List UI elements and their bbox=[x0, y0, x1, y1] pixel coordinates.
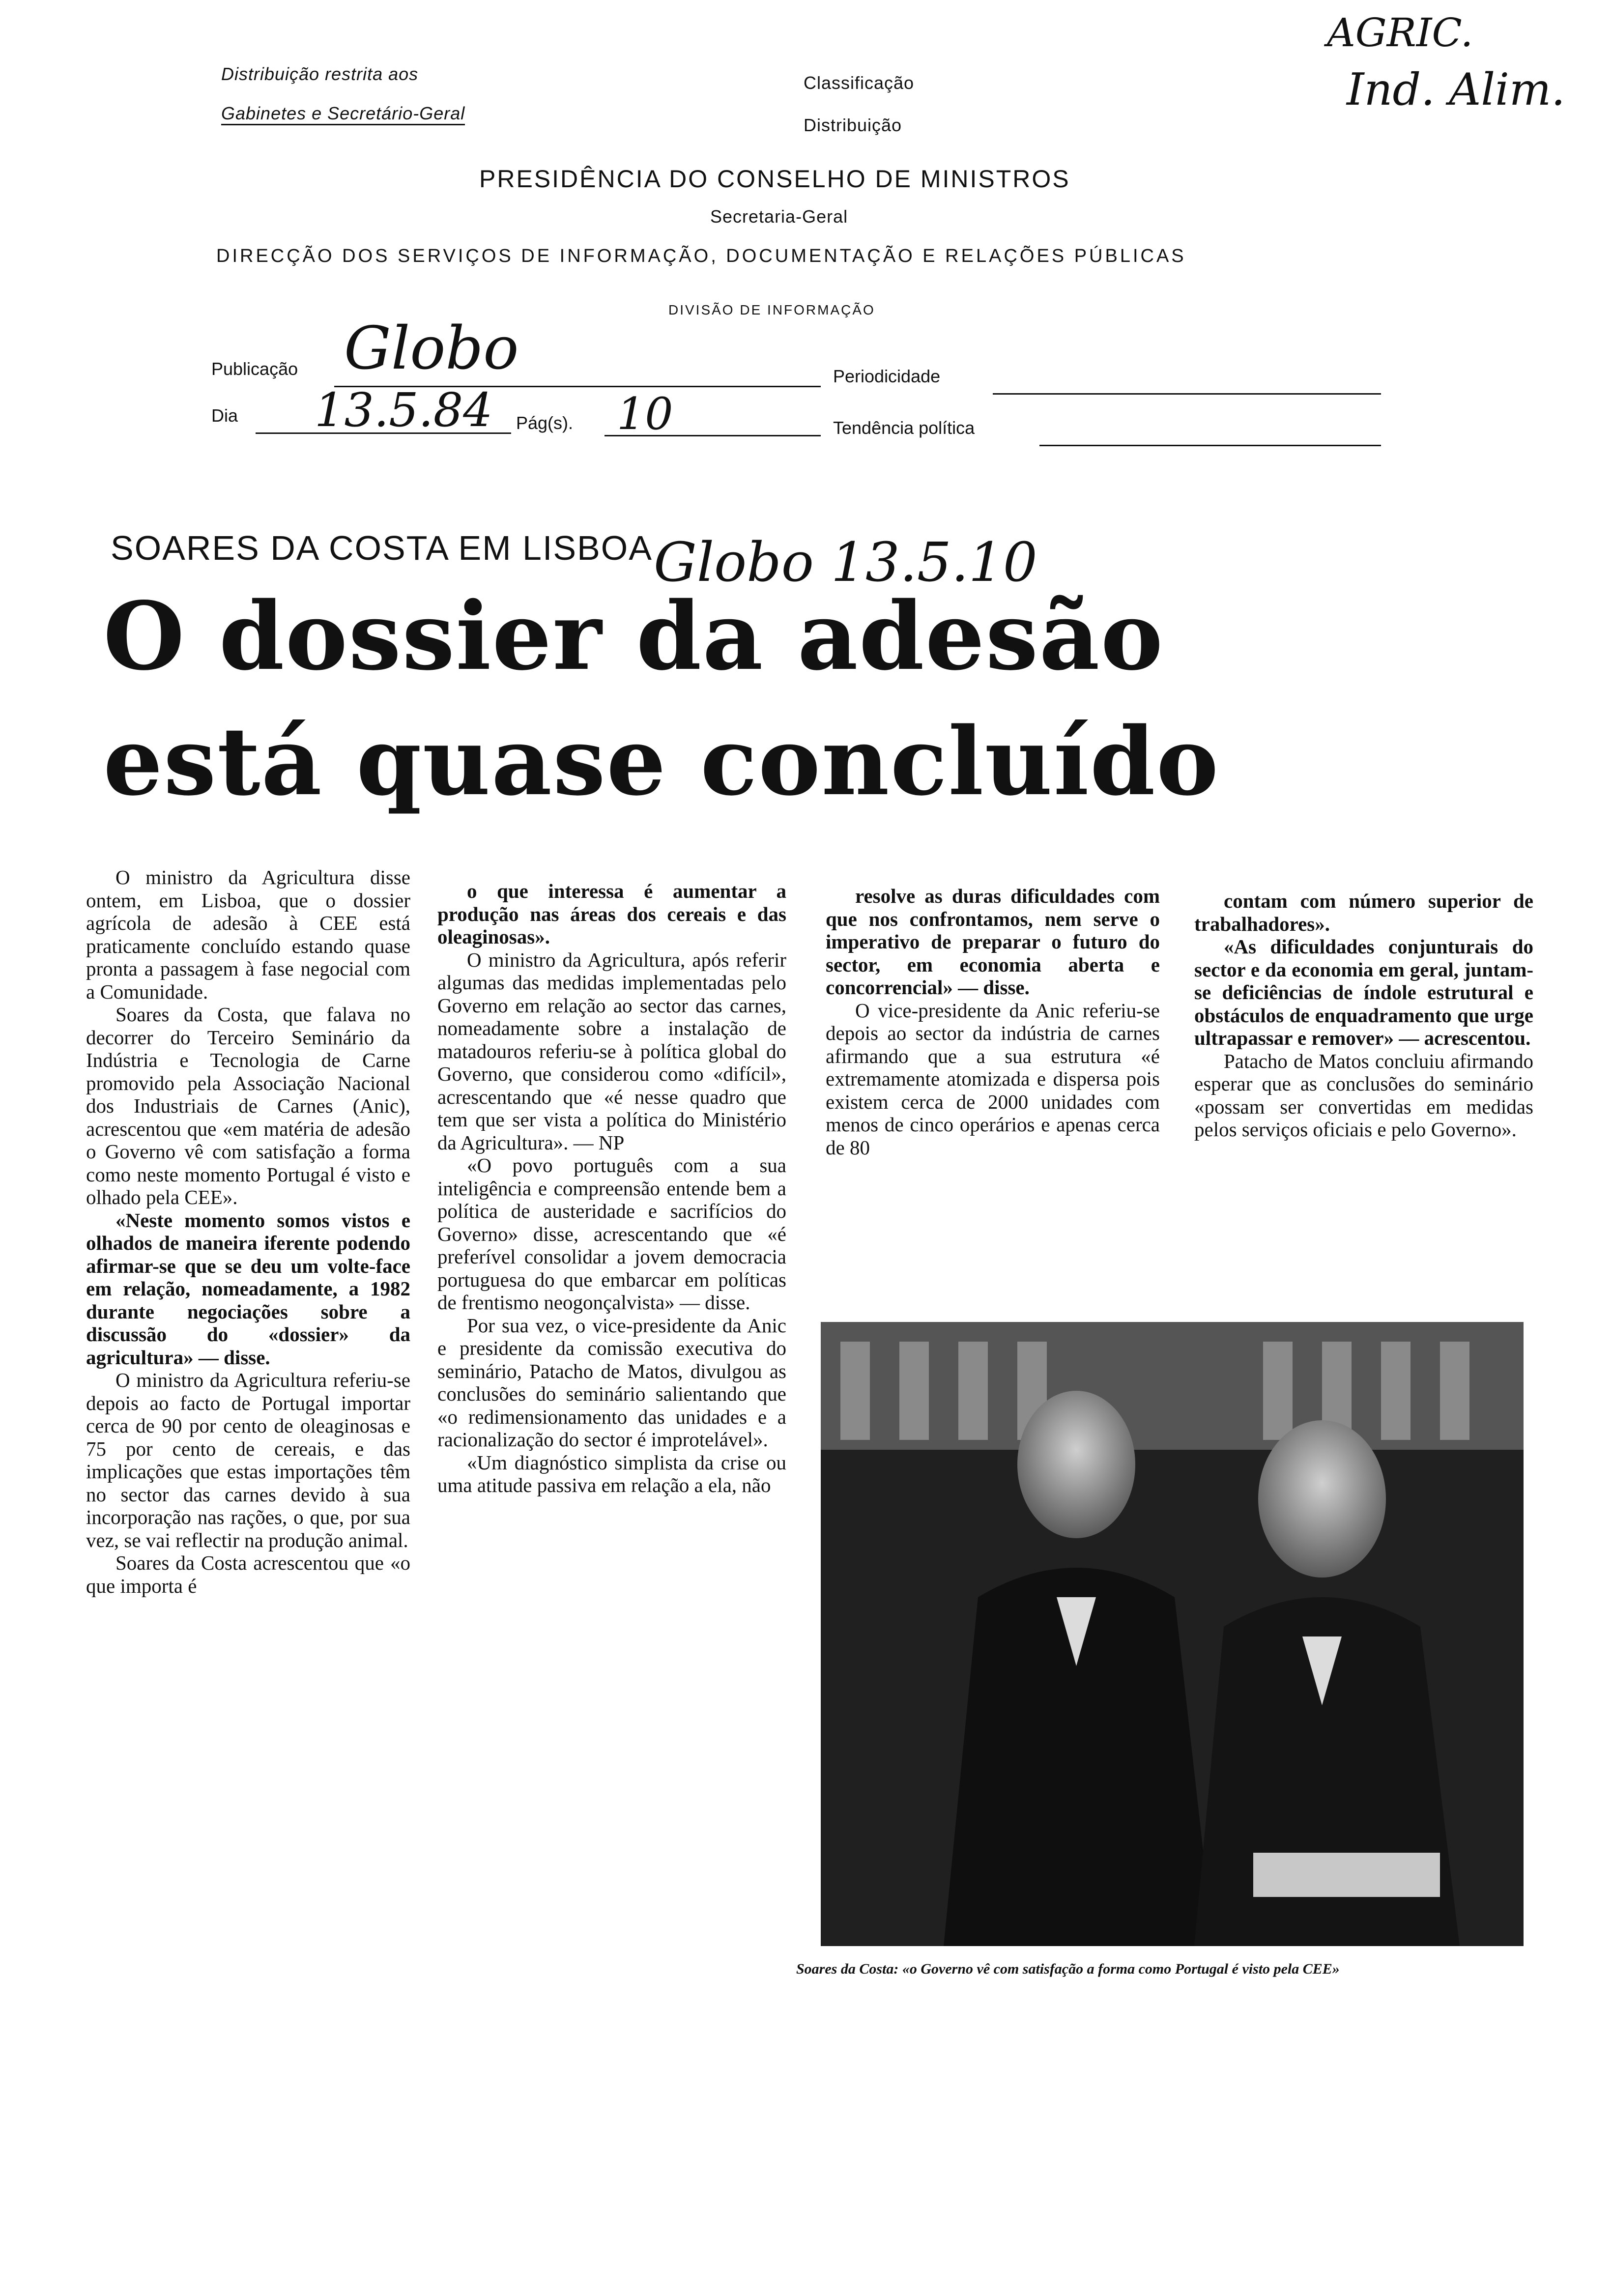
article-column-2 bbox=[437, 880, 786, 1990]
col3-paragraph-2: O vice-presidente da Anic referiu-se depois ao sector da indústria de carnes afirmando que a sua estrutura «é extremamente atomizada e dispersa pois existem cerca de 2000 unidades com menos de cinco operários e apenas cerca de 80 bbox=[826, 999, 1160, 1159]
archive-stamp: Globo 13.5.10 bbox=[654, 531, 1037, 594]
col2-paragraph-5: «Um diagnóstico simplista da crise ou uma atitude passiva em relação a ela, não bbox=[437, 1451, 786, 1496]
corner-note-2: Ind. Alim. bbox=[1347, 64, 1565, 115]
classification-label: Classificação bbox=[804, 73, 915, 93]
day-value: 13.5.84 bbox=[315, 383, 493, 437]
periodicity-label: Periodicidade bbox=[833, 366, 941, 386]
org-title: PRESIDÊNCIA DO CONSELHO DE MINISTROS bbox=[479, 165, 1070, 193]
col1-paragraph-2: Soares da Costa, que falava no decorrer do Terceiro Seminário da Indústria e Tecnologia de Carne promovido pela Associação Nacional dos Industriais de Carnes (Anic), acrescentou que «em matéria de adesão o Governo vê com satisfação a forma como neste momento Portugal é visto e olhado pela CEE». bbox=[86, 1003, 410, 1208]
pages-value: 10 bbox=[617, 388, 673, 440]
directorate: DIRECÇÃO DOS SERVIÇOS DE INFORMAÇÃO, DOCUMENTAÇÃO E RELAÇÕES PÚBLICAS bbox=[216, 246, 1186, 266]
col1-paragraph-4: O ministro da Agricultura referiu-se depois ao facto de Portugal importar cerca de 90 por cento de oleaginosas e 75 por cento de cereais, e das implicações que estas importações têm no sector das carnes devido à sua incorporação nas rações, o que, por sua vez, se vai reflectir na produção animal. bbox=[86, 1369, 410, 1551]
col4-paragraph-2: «As dificuldades conjunturais do sector e da economia em geral, juntam-se deficiências de índole estrutural e obstáculos de enquadramento que urge ultrapassar e remover» — acrescentou. bbox=[1194, 935, 1533, 1049]
col1-paragraph-3: «Neste momento somos vistos e olhados de maneira iferente podendo afirmar-se que se deu um volte-face em relação, nomeadamente, a 1982 durante negociações sobre a discussão do «dossier» da agricultura» — disse. bbox=[86, 1208, 410, 1369]
article-photo bbox=[821, 1322, 1524, 1946]
col1-paragraph-1: O ministro da Agricultura disse ontem, em Lisboa, que o dossier agrícola de adesão à CEE está praticamente concluído estando quase pronta a passagem à fase negocial com a Comunidade. bbox=[86, 866, 410, 1003]
col3-paragraph-1: resolve as duras dificuldades com que nos confrontamos, nem serve o imperativo de preparar o futuro do sector, em economia aberta e concorrencial» — disse. bbox=[826, 885, 1160, 999]
col2-paragraph-1: o que interessa é aumentar a produção nas áreas dos cereais e das oleaginosas». bbox=[437, 880, 786, 948]
corner-note-1: AGRIC. bbox=[1327, 10, 1473, 56]
col4-paragraph-1: contam com número superior de trabalhadores». bbox=[1194, 890, 1533, 935]
publication-value: Globo bbox=[344, 315, 519, 383]
headline-line-1: O dossier da adesão bbox=[103, 581, 1164, 691]
division: DIVISÃO DE INFORMAÇÃO bbox=[668, 302, 875, 317]
distribution-line-1: Distribuição restrita aos bbox=[221, 64, 419, 84]
pages-label: Pág(s). bbox=[516, 413, 574, 433]
article-column-1 bbox=[86, 866, 410, 1991]
article-kicker: SOARES DA COSTA EM LISBOA bbox=[111, 529, 653, 567]
tendency-line bbox=[1039, 445, 1381, 446]
distribution-label: Distribuição bbox=[804, 115, 902, 135]
day-line bbox=[256, 432, 511, 434]
pages-line bbox=[604, 435, 821, 436]
col2-paragraph-3: «O povo português com a sua inteligência e compreensão entende bem a política de austeridade e sacrifícios do Governo» disse, acrescentando que «é preferível consolidar a jovem democracia portuguesa do que embarcar em políticas de frentismo neogonçalvista» — disse. bbox=[437, 1154, 786, 1314]
periodicity-line bbox=[993, 393, 1381, 395]
tendency-label: Tendência política bbox=[833, 418, 975, 438]
headline-line-2: está quase concluído bbox=[103, 707, 1220, 816]
day-label: Dia bbox=[211, 405, 238, 426]
col1-paragraph-5: Soares da Costa acrescentou que «o que importa é bbox=[86, 1551, 410, 1597]
article-column-4 bbox=[1194, 890, 1533, 1312]
article-column-3 bbox=[826, 885, 1160, 1307]
photo-caption: Soares da Costa: «o Governo vê com satisfação a forma como Portugal é visto pela CEE» bbox=[796, 1961, 1340, 1977]
col4-paragraph-3: Patacho de Matos concluiu afirmando esperar que as conclusões do seminário «possam ser convertidas em medidas pelos serviços oficiais e pelo Governo». bbox=[1194, 1049, 1533, 1141]
col2-paragraph-4: Por sua vez, o vice-presidente da Anic e presidente da comissão executiva do seminário, Patacho de Matos, divulgou as conclusões do seminário salientando que «o redimensionamento das unidades e a racionalização do sector é improtelável». bbox=[437, 1314, 786, 1451]
org-sub: Secretaria-Geral bbox=[710, 206, 848, 227]
photo-image bbox=[821, 1322, 1524, 1946]
publication-label: Publicação bbox=[211, 359, 298, 379]
col2-paragraph-2: O ministro da Agricultura, após referir algumas das medidas implementadas pelo Governo em relação ao sector das carnes, nomeadamente sobre a instalação de matadouros referiu-se à política global do Governo, que considerou como «difícil», acrescentando que «é nesse quadro que tem que ser vista a política do Ministério da Agricultura». — NP bbox=[437, 948, 786, 1154]
distribution-line-2: Gabinetes e Secretário-Geral bbox=[221, 103, 465, 125]
